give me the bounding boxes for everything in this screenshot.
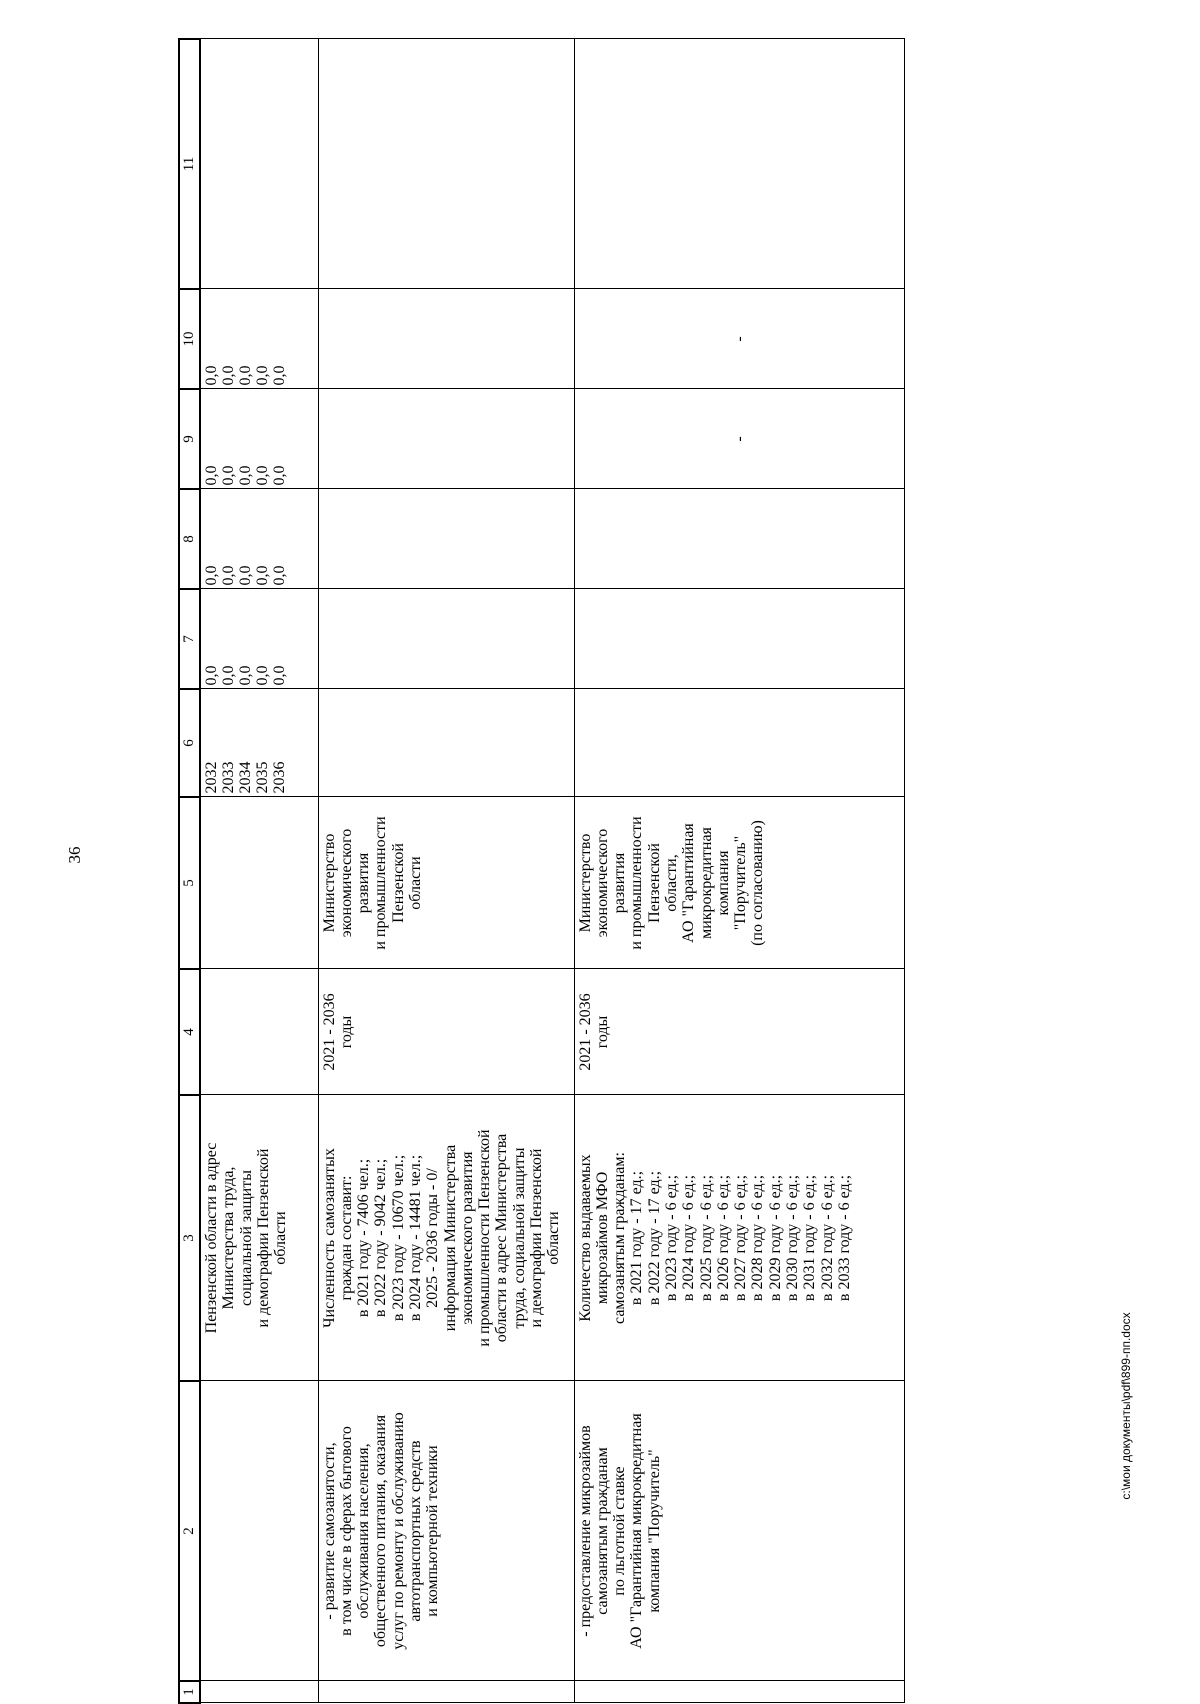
cell-line: АО "Гарантийная (680, 823, 698, 943)
cell-line: 0,0 (203, 365, 220, 386)
cell-line: экономического (337, 828, 355, 938)
cell-col-10 (318, 289, 574, 389)
col-header-8: 8 (179, 489, 200, 589)
cell-line: 0,0 (237, 565, 254, 586)
cell-line: в 2022 году - 17 ед.; (645, 1170, 663, 1306)
cell-line: 2021 - 2036 (320, 993, 338, 1071)
page-number: 36 (65, 846, 84, 864)
cell-col-5 (200, 797, 318, 969)
cell-line: Министерство (320, 833, 338, 933)
cell-line: развития (355, 852, 373, 914)
cell-col-10 (574, 289, 904, 389)
col-header-9: 9 (179, 389, 200, 489)
cell-col-6 (200, 689, 318, 797)
cell-col-3 (200, 1095, 318, 1381)
cell-col-5 (318, 797, 574, 969)
cell-line: Министерства труда, (220, 1166, 238, 1310)
cell-line: Численность самозанятых (320, 1148, 338, 1328)
cell-col-9 (200, 389, 318, 489)
cell-line: в 2025 году - 6 ед.; (697, 1174, 715, 1302)
col-header-7: 7 (179, 589, 200, 689)
cell-line: 2034 (237, 761, 254, 794)
cell-line: "Поручитель" (732, 835, 750, 931)
cell-col-2 (574, 1381, 904, 1681)
cell-line: 0,0 (271, 365, 288, 386)
cell-line: 0,0 (271, 565, 288, 586)
cell-line: 2035 (254, 761, 271, 794)
cell-line: Пензенской области в адрес (203, 1142, 220, 1334)
cell-col-3 (574, 1095, 904, 1381)
cell-line: и демографии Пензенской (254, 1148, 272, 1328)
cell-line: области в адрес Министерства (493, 1133, 511, 1343)
cell-col-8 (574, 489, 904, 589)
cell-line: услуг по ремонту и обслуживанию (389, 1412, 407, 1650)
cell-line: в 2024 году - 14481 чел.; (406, 1154, 424, 1322)
cell-line: в 2026 году - 6 ед.; (714, 1174, 732, 1302)
cell-col-11 (574, 39, 904, 289)
cell-line: в 2021 году - 17 ед.; (628, 1170, 646, 1306)
cell-col-5 (574, 797, 904, 969)
cell-col-10 (200, 289, 318, 389)
col-header-5: 5 (179, 797, 200, 969)
cell-line: в 2029 году - 6 ед.; (766, 1174, 784, 1302)
cell-line: обслуживания населения, (355, 1443, 373, 1619)
col-header-3: 3 (179, 1095, 200, 1381)
cell-line: АО "Гарантийная микрокредитная (628, 1413, 646, 1649)
cell-line: в 2031 году - 6 ед.; (801, 1174, 819, 1302)
cell-line: 0,0 (237, 465, 254, 486)
cell-col-11 (318, 39, 574, 289)
cell-line: экономического развития (458, 1151, 476, 1325)
cell-col-4 (200, 969, 318, 1095)
cell-line: по льготной ставке (611, 1466, 629, 1596)
cell-line: в 2023 году - 10670 чел.; (389, 1154, 407, 1322)
cell-line: и промышленности Пензенской (476, 1129, 494, 1347)
cell-line: в 2022 году - 9042 чел.; (372, 1158, 390, 1318)
footer-file-path: c:\мои документы\pdf\899-пп.docx (1119, 1312, 1133, 1500)
cell-col-1 (574, 1681, 904, 1703)
cell-line: области, (662, 854, 680, 912)
col-header-11: 11 (179, 39, 200, 289)
cell-line: в 2032 году - 6 ед.; (818, 1174, 836, 1302)
cell-col-6 (574, 689, 904, 797)
cell-line: годы (337, 1015, 355, 1049)
cell-line: 0,0 (203, 465, 220, 486)
col-header-2: 2 (179, 1381, 200, 1681)
cell-line: развития (611, 852, 629, 914)
cell-line: 2021 - 2036 (576, 993, 594, 1071)
table-row (574, 39, 904, 1703)
cell-col-9 (318, 389, 574, 489)
cell-col-6 (318, 689, 574, 797)
cell-line: информация Министерства (441, 1144, 459, 1332)
cell-line: 0,0 (237, 365, 254, 386)
cell-line: и компьютерной техники (424, 1445, 442, 1617)
rotated-table-canvas (178, 40, 1018, 1704)
cell-col-7 (318, 589, 574, 689)
cell-line: 0,0 (254, 565, 271, 586)
cell-line: Министерство (576, 833, 594, 933)
cell-line: социальной защиты (237, 1170, 255, 1306)
cell-col-4 (318, 969, 574, 1095)
cell-col-11 (200, 39, 318, 289)
table-row (318, 39, 574, 1703)
cell-line: в 2028 году - 6 ед.; (749, 1174, 767, 1302)
cell-line: в 2030 году - 6 ед.; (784, 1174, 802, 1302)
cell-line: - (730, 436, 748, 442)
cell-line: компания (714, 850, 732, 916)
cell-col-4 (574, 969, 904, 1095)
cell-col-3 (318, 1095, 574, 1381)
col-header-4: 4 (179, 969, 200, 1095)
cell-line: в 2024 году - 6 ед.; (680, 1174, 698, 1302)
cell-line: годы (593, 1015, 611, 1049)
table-row (200, 39, 318, 1703)
cell-line: в 2021 году - 7406 чел.; (355, 1158, 373, 1318)
cell-line: 0,0 (220, 465, 237, 486)
cell-line: 0,0 (271, 665, 288, 686)
cell-line: самозанятым гражданам (593, 1447, 611, 1615)
cell-line: труда, социальной защиты (510, 1147, 528, 1329)
header-row (179, 39, 200, 1703)
cell-line: 0,0 (220, 665, 237, 686)
cell-col-7 (200, 589, 318, 689)
cell-line: 0,0 (203, 565, 220, 586)
cell-col-8 (200, 489, 318, 589)
cell-line: самозанятым гражданам: (611, 1152, 629, 1324)
cell-line: 2033 (220, 761, 237, 794)
cell-line: микрокредитная (697, 827, 715, 939)
cell-line: в 2027 году - 6 ед.; (732, 1174, 750, 1302)
cell-line: 2025 - 2036 годы - 0/ (424, 1168, 442, 1308)
cell-line: 0,0 (203, 665, 220, 686)
cell-col-2 (318, 1381, 574, 1681)
cell-col-2 (200, 1381, 318, 1681)
cell-line: 0,0 (254, 465, 271, 486)
cell-line: Пензенской (645, 843, 663, 923)
cell-line: 0,0 (220, 365, 237, 386)
cell-line: экономического (593, 828, 611, 938)
cell-line: общественного питания, оказания (372, 1414, 390, 1648)
cell-line: - (730, 336, 748, 342)
col-header-1: 1 (179, 1681, 200, 1703)
cell-line: 0,0 (237, 665, 254, 686)
cell-line: 0,0 (254, 665, 271, 686)
cell-line: 2032 (203, 761, 220, 794)
cell-line: области (272, 1211, 290, 1265)
cell-line: 2036 (271, 761, 288, 794)
col-header-6: 6 (179, 689, 200, 797)
cell-line: - развитие самозанятости, (320, 1442, 338, 1620)
cell-col-1 (318, 1681, 574, 1703)
cell-line: (по согласованию) (749, 820, 767, 946)
cell-line: области (545, 1211, 563, 1265)
cell-line: и промышленности (628, 816, 646, 950)
program-measures-table (178, 38, 905, 1704)
cell-line: микрозаймов МФО (593, 1171, 611, 1305)
cell-line: компания "Поручитель" (645, 1449, 663, 1613)
cell-col-7 (574, 589, 904, 689)
cell-line: области (406, 856, 424, 910)
cell-line: автотранспортных средств (406, 1440, 424, 1622)
cell-line: 0,0 (254, 365, 271, 386)
cell-line: 0,0 (220, 565, 237, 586)
cell-line: 0,0 (271, 465, 288, 486)
cell-line: и промышленности (372, 816, 390, 950)
cell-line: - предоставление микрозаймов (576, 1425, 594, 1637)
cell-line: в том числе в сферах бытового (337, 1426, 355, 1636)
cell-line: в 2033 году - 6 ед.; (835, 1174, 853, 1302)
cell-line: Пензенской (389, 843, 407, 923)
cell-line: Количество выдаваемых (576, 1154, 594, 1322)
col-header-10: 10 (179, 289, 200, 389)
cell-col-1 (200, 1681, 318, 1703)
cell-line: и демографии Пензенской (528, 1148, 546, 1328)
cell-col-8 (318, 489, 574, 589)
cell-line: в 2023 году - 6 ед.; (662, 1174, 680, 1302)
cell-col-9 (574, 389, 904, 489)
cell-line: граждан составит: (337, 1175, 355, 1301)
